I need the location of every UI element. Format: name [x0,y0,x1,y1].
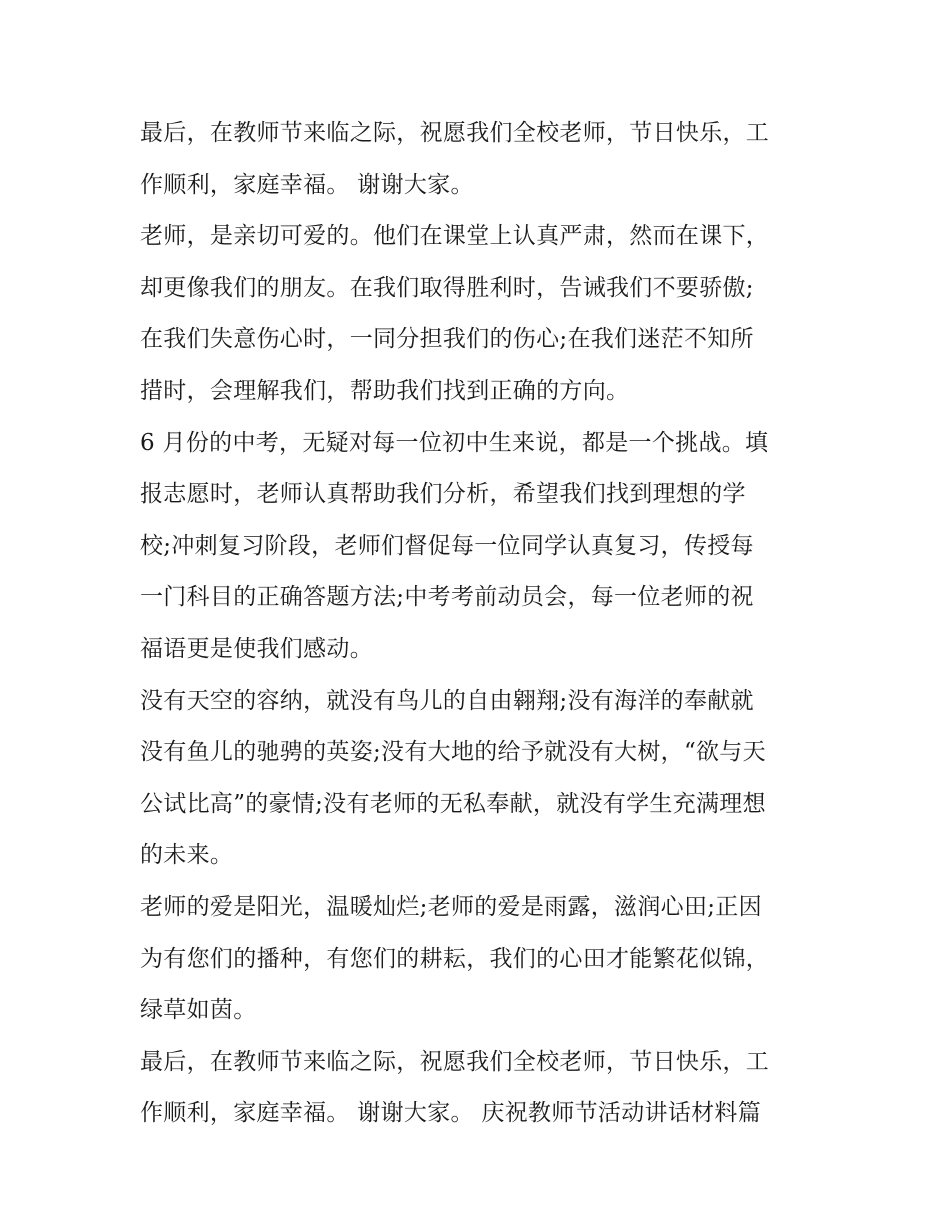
text-line: 报志愿时，老师认真帮助我们分析，希望我们找到理想的学 [140,481,746,508]
paragraph-teachers-kind [140,211,820,417]
text-line: 绿草如茵。 [140,997,257,1024]
text-line: 却更像我们的朋友。在我们取得胜利时，告诫我们不要骄傲; [140,274,754,301]
text-line: 最后，在教师节来临之际，祝愿我们全校老师，节日快乐，工 [140,1048,770,1075]
text-line: 在我们失意伤心时，一同分担我们的伤心;在我们迷茫不知所 [140,326,754,353]
text-line: 的未来。 [140,842,234,869]
text-line: 措时，会理解我们，帮助我们找到正确的方向。 [140,377,630,404]
text-line: 福语更是使我们感动。 [140,635,373,662]
paragraph-sunshine [140,882,820,1037]
text-line: 最后，在教师节来临之际，祝愿我们全校老师，节日快乐，工 [140,120,770,146]
paragraph-closing-wishes-repeat [140,1037,820,1140]
document-body [140,108,820,1140]
text-line: 校;冲刺复习阶段，老师们督促每一位同学认真复习，传授每 [140,532,754,559]
text-line: 没有鱼儿的驰骋的英姿;没有大地的给予就没有大树，“欲与天 [140,739,766,766]
text-line: 老师，是亲切可爱的。他们在课堂上认真严肃，然而在课下， [140,223,770,250]
paragraph-exam [140,418,820,676]
text-line: 作顺利，家庭幸福。 谢谢大家。 [140,171,474,198]
text-line: 没有天空的容纳，就没有鸟儿的自由翱翔;没有海洋的奉献就 [140,687,754,714]
text-line: 一门科目的正确答题方法;中考考前动员会，每一位老师的祝 [140,584,754,611]
text-line: 老师的爱是阳光，温暖灿烂;老师的爱是雨露，滋润心田;正因 [140,893,762,920]
text-line: 6 月份的中考，无疑对每一位初中生来说，都是一个挑战。填 [140,429,769,456]
text-line: 公试比高”的豪情;没有老师的无私奉献，就没有学生充满理想 [140,790,766,817]
text-line: 作顺利，家庭幸福。 谢谢大家。 庆祝教师节活动讲话材料篇 [140,1100,762,1127]
paragraph-closing-wishes [140,108,820,211]
paragraph-dedication [140,676,820,882]
text-line: 为有您们的播种，有您们的耕耘，我们的心田才能繁花似锦， [140,945,770,972]
